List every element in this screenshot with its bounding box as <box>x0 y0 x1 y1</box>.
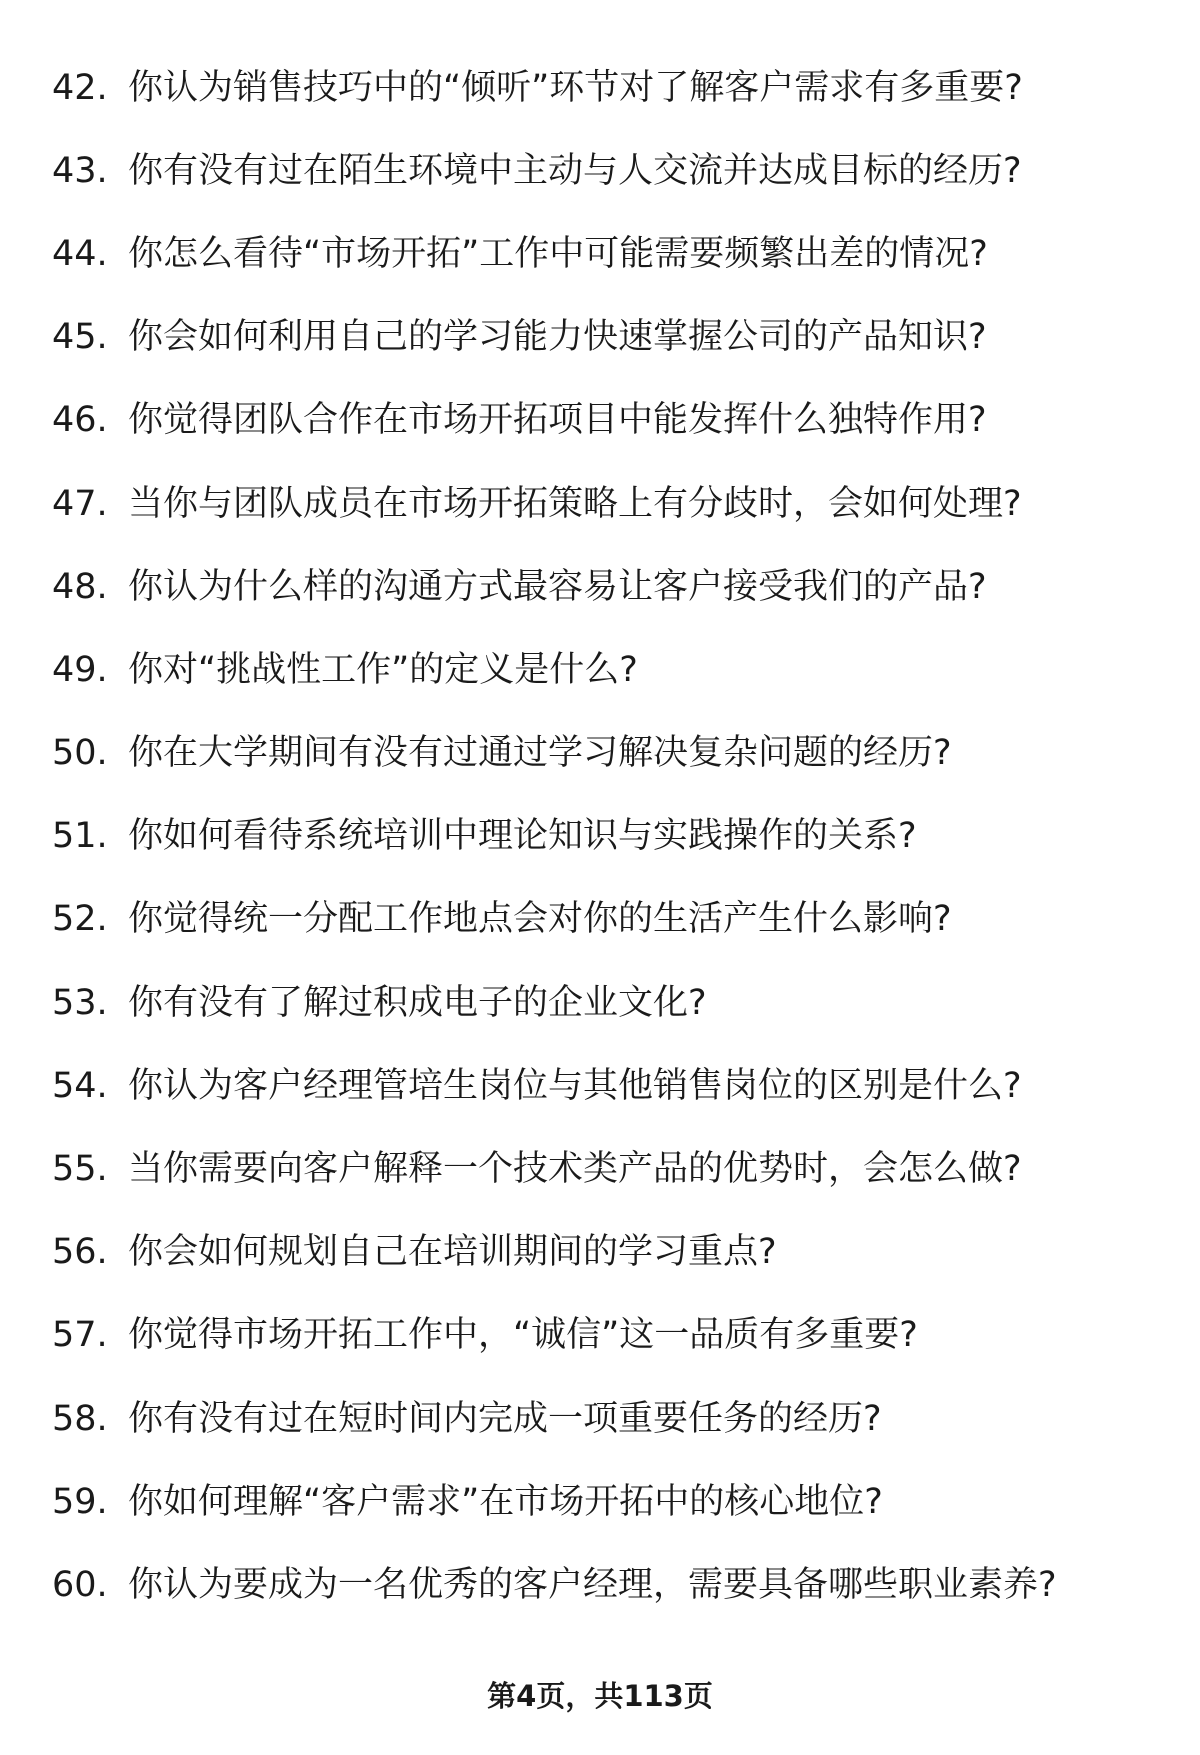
question-item <box>0 296 1200 379</box>
question-text: 你有没有过在陌生环境中主动与人交流并达成目标的经历? <box>128 150 1022 191</box>
question-item <box>0 462 1200 545</box>
question-number: 44. <box>52 233 108 274</box>
question-text: 当你需要向客户解释一个技术类产品的优势时，会怎么做? <box>128 1149 1022 1190</box>
question-text: 你怎么看待“市场开拓”工作中可能需要频繁出差的情况? <box>128 233 988 274</box>
question-text: 你有没有过在短时间内完成一项重要任务的经历? <box>128 1398 882 1439</box>
question-number: 42. <box>52 67 108 108</box>
question-item <box>0 1127 1200 1210</box>
question-item <box>0 1460 1200 1543</box>
page-footer <box>0 1676 1200 1716</box>
question-item <box>0 1044 1200 1127</box>
question-number: 55. <box>52 1149 108 1190</box>
question-number: 58. <box>52 1398 108 1439</box>
question-number: 60. <box>52 1564 108 1605</box>
question-text: 你对“挑战性工作”的定义是什么? <box>128 649 638 690</box>
question-text: 你会如何规划自己在培训期间的学习重点? <box>128 1232 777 1273</box>
question-text: 你会如何利用自己的学习能力快速掌握公司的产品知识? <box>128 317 987 358</box>
question-item <box>0 379 1200 462</box>
question-item <box>0 1543 1200 1626</box>
question-item <box>0 712 1200 795</box>
question-item <box>0 545 1200 628</box>
question-list <box>0 46 1200 1627</box>
question-number: 57. <box>52 1315 108 1356</box>
question-number: 59. <box>52 1481 108 1522</box>
question-text: 你认为客户经理管培生岗位与其他销售岗位的区别是什么? <box>128 1065 1022 1106</box>
question-text: 你如何看待系统培训中理论知识与实践操作的关系? <box>128 816 917 857</box>
page-number-label: 第4页，共113页 <box>487 1679 713 1713</box>
question-item <box>0 1377 1200 1460</box>
question-item <box>0 46 1200 129</box>
question-text: 你认为要成为一名优秀的客户经理，需要具备哪些职业素养? <box>128 1564 1057 1605</box>
question-number: 43. <box>52 150 108 191</box>
question-item <box>0 1294 1200 1377</box>
question-text: 你觉得市场开拓工作中，“诚信”这一品质有多重要? <box>128 1315 918 1356</box>
question-text: 你觉得统一分配工作地点会对你的生活产生什么影响? <box>128 899 952 940</box>
question-text: 当你与团队成员在市场开拓策略上有分歧时，会如何处理? <box>128 483 1022 524</box>
question-number: 54. <box>52 1065 108 1106</box>
question-item <box>0 628 1200 711</box>
question-number: 48. <box>52 566 108 607</box>
question-text: 你如何理解“客户需求”在市场开拓中的核心地位? <box>128 1481 883 1522</box>
question-item <box>0 878 1200 961</box>
question-text: 你在大学期间有没有过通过学习解决复杂问题的经历? <box>128 733 952 774</box>
question-number: 53. <box>52 982 108 1023</box>
question-number: 45. <box>52 317 108 358</box>
question-item <box>0 212 1200 295</box>
question-item <box>0 1211 1200 1294</box>
question-number: 56. <box>52 1232 108 1273</box>
question-number: 51. <box>52 816 108 857</box>
question-text: 你认为什么样的沟通方式最容易让客户接受我们的产品? <box>128 566 987 607</box>
question-number: 46. <box>52 400 108 441</box>
question-number: 49. <box>52 649 108 690</box>
question-item <box>0 961 1200 1044</box>
question-number: 52. <box>52 899 108 940</box>
question-number: 47. <box>52 483 108 524</box>
question-item <box>0 795 1200 878</box>
question-text: 你认为销售技巧中的“倾听”环节对了解客户需求有多重要? <box>128 67 1023 108</box>
question-text: 你有没有了解过积成电子的企业文化? <box>128 982 707 1023</box>
question-number: 50. <box>52 733 108 774</box>
question-text: 你觉得团队合作在市场开拓项目中能发挥什么独特作用? <box>128 400 987 441</box>
question-item <box>0 129 1200 212</box>
